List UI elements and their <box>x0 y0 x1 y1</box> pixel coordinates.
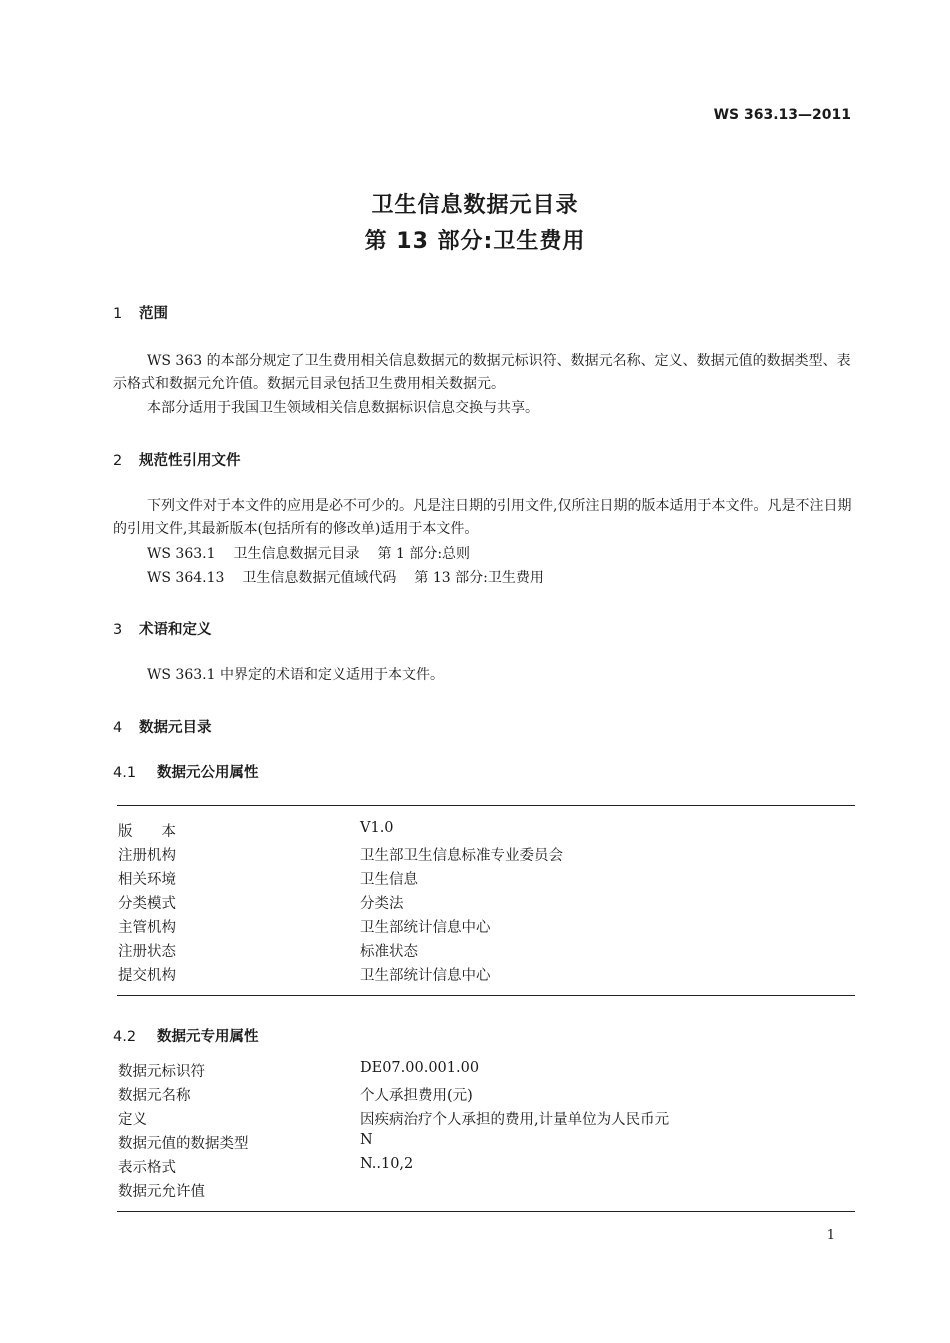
table-row <box>118 916 854 940</box>
reference-item <box>147 567 562 587</box>
attribute-value: 分类法 <box>360 896 404 912</box>
section-1-paragraph-2 <box>113 397 853 420</box>
table-row <box>118 1132 854 1156</box>
standard-code: WS 363.13—2011 <box>713 107 851 123</box>
reference-item <box>147 543 488 563</box>
table-row <box>118 1084 854 1108</box>
section-2-paragraph-1 <box>113 495 853 541</box>
table-bottom-rule <box>117 1211 855 1212</box>
table-row <box>118 892 854 916</box>
reference-code: WS 364.13 <box>147 570 225 586</box>
section-number: 4.2 <box>113 1029 137 1045</box>
table-row <box>118 940 854 964</box>
attribute-name: 分类模式 <box>118 896 176 912</box>
reference-title: 卫生信息数据元值域代码 <box>242 570 397 586</box>
attribute-name: 提交机构 <box>118 968 176 984</box>
section-number: 4.1 <box>113 765 137 781</box>
attribute-value: 卫生部统计信息中心 <box>360 968 491 984</box>
page-number: 1 <box>826 1228 835 1243</box>
section-title: 数据元目录 <box>139 720 212 736</box>
table-row <box>118 844 854 868</box>
attribute-value: 卫生部卫生信息标准专业委员会 <box>360 848 563 864</box>
section-title: 数据元专用属性 <box>157 1029 259 1045</box>
attribute-name: 数据元允许值 <box>118 1184 205 1200</box>
section-title: 范围 <box>139 306 168 322</box>
paragraph-text: WS 363 的本部分规定了卫生费用相关信息数据元的数据元标识符、数据元名称、定义、数据元值的数据类型、表示格式和数据元允许值。数据元目录包括卫生费用相关数据元。 <box>113 353 851 392</box>
attribute-name: 注册机构 <box>118 848 176 864</box>
attribute-value: 因疾病治疗个人承担的费用,计量单位为人民币元 <box>360 1112 670 1128</box>
section-4-heading <box>113 716 212 737</box>
reference-part: 第 1 部分:总则 <box>377 546 471 562</box>
table-row <box>118 1156 854 1180</box>
section-4-1-heading <box>113 761 259 782</box>
section-1-heading <box>113 302 168 323</box>
reference-code: WS 363.1 <box>147 546 216 562</box>
section-number: 2 <box>113 453 123 469</box>
table-top-rule <box>117 805 855 806</box>
section-number: 1 <box>113 306 123 322</box>
document-title: 卫生信息数据元目录 <box>371 193 579 218</box>
table-row <box>118 1108 854 1132</box>
attribute-value: 卫生部统计信息中心 <box>360 920 491 936</box>
table-row <box>118 1180 854 1204</box>
table-row <box>118 964 854 988</box>
table-row <box>118 868 854 892</box>
attribute-name: 主管机构 <box>118 920 176 936</box>
attribute-value: 卫生信息 <box>360 872 418 888</box>
section-3-paragraph-1 <box>113 664 853 687</box>
attribute-name: 注册状态 <box>118 944 176 960</box>
section-title: 数据元公用属性 <box>157 765 259 781</box>
section-3-heading <box>113 618 212 639</box>
document-subtitle: 第 13 部分:卫生费用 <box>364 229 586 254</box>
section-number: 3 <box>113 622 123 638</box>
section-title: 规范性引用文件 <box>139 453 241 469</box>
attribute-value: N <box>360 1132 373 1148</box>
attribute-value: 标准状态 <box>360 944 418 960</box>
section-2-heading <box>113 449 241 470</box>
attribute-value: 个人承担费用(元) <box>360 1088 473 1104</box>
attribute-name: 数据元名称 <box>118 1088 191 1104</box>
paragraph-text: 本部分适用于我国卫生领域相关信息数据标识信息交换与共享。 <box>147 400 539 416</box>
attribute-value: DE07.00.001.00 <box>360 1060 480 1076</box>
paragraph-text: 下列文件对于本文件的应用是必不可少的。凡是注日期的引用文件,仅所注日期的版本适用于本文件。凡是不注日期的引用文件,其最新版本(包括所有的修改单)适用于本文件。 <box>113 498 852 537</box>
section-1-paragraph-1 <box>113 350 853 396</box>
reference-part: 第 13 部分:卫生费用 <box>414 570 544 586</box>
reference-title: 卫生信息数据元目录 <box>233 546 360 562</box>
section-4-2-heading <box>113 1025 259 1046</box>
attribute-name: 定义 <box>118 1112 147 1128</box>
attribute-name: 相关环境 <box>118 872 176 888</box>
section-number: 4 <box>113 720 123 736</box>
table-row <box>118 820 854 844</box>
attribute-name: 数据元值的数据类型 <box>118 1136 249 1152</box>
attribute-value: V1.0 <box>360 820 394 836</box>
paragraph-text: WS 363.1 中界定的术语和定义适用于本文件。 <box>147 667 444 683</box>
table-bottom-rule <box>117 995 855 996</box>
attribute-value: N..10,2 <box>360 1156 414 1172</box>
attribute-name: 表示格式 <box>118 1160 176 1176</box>
attribute-name: 版 本 <box>118 824 176 840</box>
section-title: 术语和定义 <box>139 622 212 638</box>
attribute-name: 数据元标识符 <box>118 1064 205 1080</box>
table-row <box>118 1060 854 1084</box>
